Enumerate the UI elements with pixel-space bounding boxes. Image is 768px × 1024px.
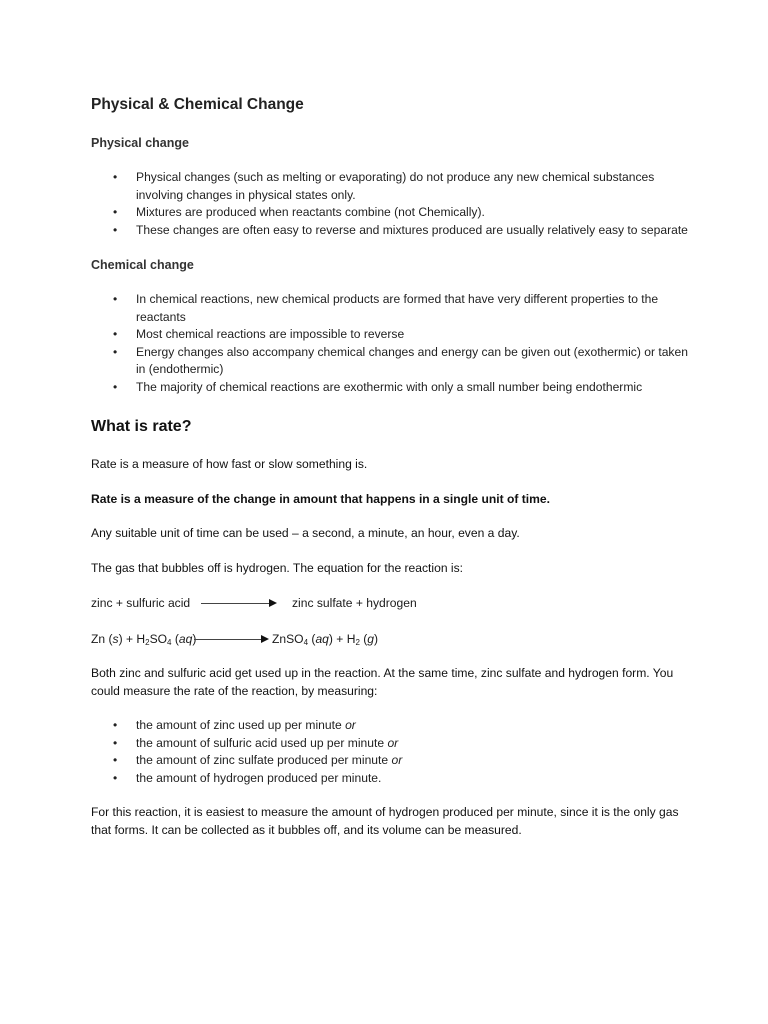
equation-intro: The gas that bubbles off is hydrogen. The equation for the reaction is: [91,560,464,575]
list-item: • In chemical reactions, new chemical products are formed that have very different properties to the reactants [113,292,659,324]
list-item: • Physical changes (such as melting or evaporating) do not produce any new chemical substances involving changes in physical states only. [113,170,655,202]
symbol-equation-reactants: Zn $(s) + H_2SO_4$ (aq [91,632,193,647]
physical-change-list [91,169,691,239]
arrow-line [201,603,271,604]
list-item: • the amount of sulfuric acid used up per minute or [91,735,691,753]
rate-heading: What is rate? [91,418,192,435]
symbol-equation-products: ZnSO$_4$ $(aq) + H_2$ (g) [272,632,379,647]
conclusion-paragraph: For this reaction, it is easiest to measure the amount of hydrogen produced per minute, since it is the only gas that forms. It can be collected as it bubbles off, and its volume can be measured. [91,805,679,837]
arrow-head-icon [261,635,269,643]
symbol-equation [91,630,691,648]
list-item: • the amount of zinc sulfate produced per minute or [91,752,691,770]
bullet-icon: • [113,170,118,184]
physical-change-heading: Physical change [91,136,189,150]
list-item: • Most chemical reactions are impossible to reverse [91,326,691,344]
chemical-change-heading: Chemical change [91,258,194,272]
list-item: • Mixtures are produced when reactants combine (not Chemically). [91,204,691,222]
list-item: • The majority of chemical reactions are exothermic with only a small number being endothermic [91,379,691,397]
document-page [91,94,691,839]
arrow-line [194,639,262,640]
bullet-icon: • [113,327,118,341]
time-unit-paragraph: Any suitable unit of time can be used – a second, a minute, an hour, even a day. [91,526,520,540]
rate-definition-1: Rate is a measure of how fast or slow something is. [91,457,368,471]
rate-definition-2: Rate is a measure of the change in amount that happens in a single unit of time. [91,491,550,506]
bullet-icon: • [113,770,118,785]
bullet-icon: • [113,379,118,394]
bullet-icon: • [113,292,118,306]
bullet-icon: • [113,222,118,237]
measurement-list [91,717,691,787]
word-equation-products: zinc sulfate + hydrogen [292,596,417,610]
page-title: Physical & Chemical Change [91,96,304,113]
arrow-head-icon [269,599,277,607]
bullet-icon: • [113,753,118,767]
list-item: • Energy changes also accompany chemical changes and energy can be given out (exothermic) or taken in (endothermic) [113,344,688,376]
word-equation [91,594,691,612]
bullet-icon: • [113,735,118,750]
chemical-change-list [91,291,691,396]
list-item: • the amount of zinc used up per minute or [91,717,691,735]
bullet-icon: • [113,718,118,732]
list-item: • the amount of hydrogen produced per minute. [91,770,691,788]
word-equation-reactants: zinc + sulfuric acid [91,596,191,610]
bullet-icon: • [113,205,118,219]
measurement-paragraph: Both zinc and sulfuric acid get used up in the reaction. At the same time, zinc sulfate and hydrogen form. You could measure the rate of the reaction, by measuring: [91,666,674,698]
bullet-icon: • [113,344,118,359]
list-item: • These changes are often easy to reverse and mixtures produced are usually relatively easy to separate [91,222,691,240]
